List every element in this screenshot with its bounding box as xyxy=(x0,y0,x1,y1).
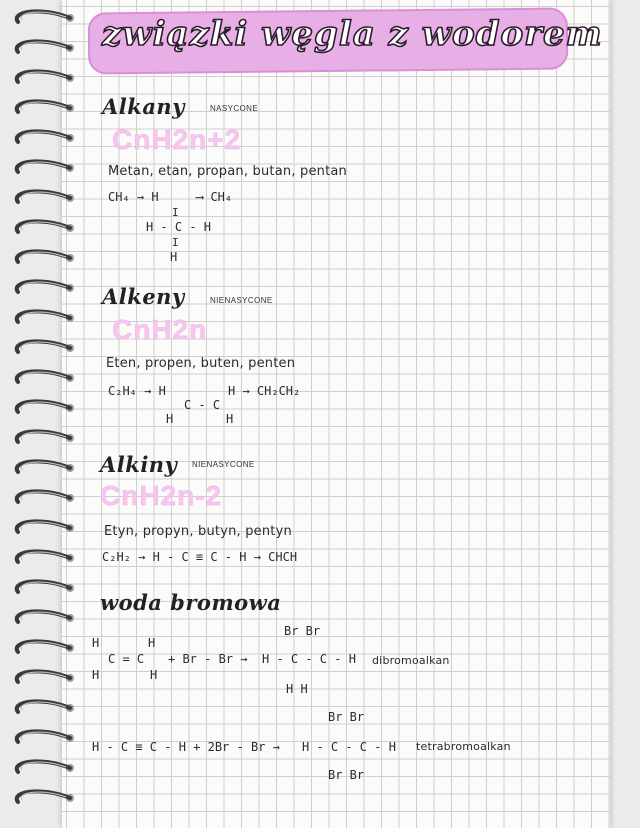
r1-double-bond: C = C xyxy=(108,652,145,666)
alkeny-formula: CnH2n xyxy=(112,314,208,345)
r2-product: H - C - C - H xyxy=(302,740,396,754)
woda-heading: woda bromowa xyxy=(100,590,282,615)
alkiny-tag: NIENASYCONE xyxy=(192,460,255,469)
alkeny-heading: Alkeny xyxy=(102,284,185,309)
alkiny-equation: C₂H₂ → H - C ≡ C - H → CHCH xyxy=(102,550,298,564)
alkany-structure-bottom: H xyxy=(170,250,178,264)
page-title: związki węgla z wodorem xyxy=(102,14,603,54)
alkeny-h-left: H xyxy=(166,412,174,426)
alkany-eq-right: ⟶ CH₄ xyxy=(196,190,233,204)
r1-h-top-left: H xyxy=(92,636,100,650)
alkany-eq-left: CH₄ → H xyxy=(108,190,159,204)
alkany-names: Metan, etan, propan, butan, pentan xyxy=(108,164,347,179)
alkeny-tag: NIENASYCONE xyxy=(210,296,273,305)
alkany-tag: NASYCONE xyxy=(210,104,259,113)
alkany-formula: CnH2n+2 xyxy=(112,124,242,155)
alkany-bond-bottom: I xyxy=(172,236,179,249)
r1-product-top: Br Br xyxy=(284,624,321,638)
alkiny-heading: Alkiny xyxy=(100,452,178,477)
r1-h-top-right: H xyxy=(148,636,156,650)
r1-product-bottom: H H xyxy=(286,682,308,696)
r2-product-name: tetrabromoalkan xyxy=(416,740,511,753)
r1-product: H - C - C - H xyxy=(262,652,356,666)
alkeny-double-bond: C - C xyxy=(184,398,221,412)
alkiny-names: Etyn, propyn, butyn, pentyn xyxy=(104,524,292,539)
alkeny-h-right: H xyxy=(226,412,234,426)
alkeny-eq-left: C₂H₄ → H xyxy=(108,384,166,398)
alkany-bond-top: I xyxy=(172,206,179,219)
r1-plus: + Br - Br → xyxy=(168,652,248,666)
alkiny-formula: CnH2n-2 xyxy=(100,480,223,511)
r1-product-name: dibromoalkan xyxy=(372,654,450,667)
r2-product-bottom: Br Br xyxy=(328,768,365,782)
alkany-structure: H - C - H xyxy=(146,220,212,234)
r2-product-top: Br Br xyxy=(328,710,365,724)
r1-h-bot-right: H xyxy=(150,668,158,682)
r2-reactants: H - C ≡ C - H + 2Br - Br → xyxy=(92,740,280,754)
spiral-binding xyxy=(0,0,80,828)
r1-h-bot-left: H xyxy=(92,668,100,682)
alkany-heading: Alkany xyxy=(102,94,185,119)
alkeny-names: Eten, propen, buten, penten xyxy=(106,356,296,371)
alkeny-eq-right: H → CH₂CH₂ xyxy=(228,384,301,398)
